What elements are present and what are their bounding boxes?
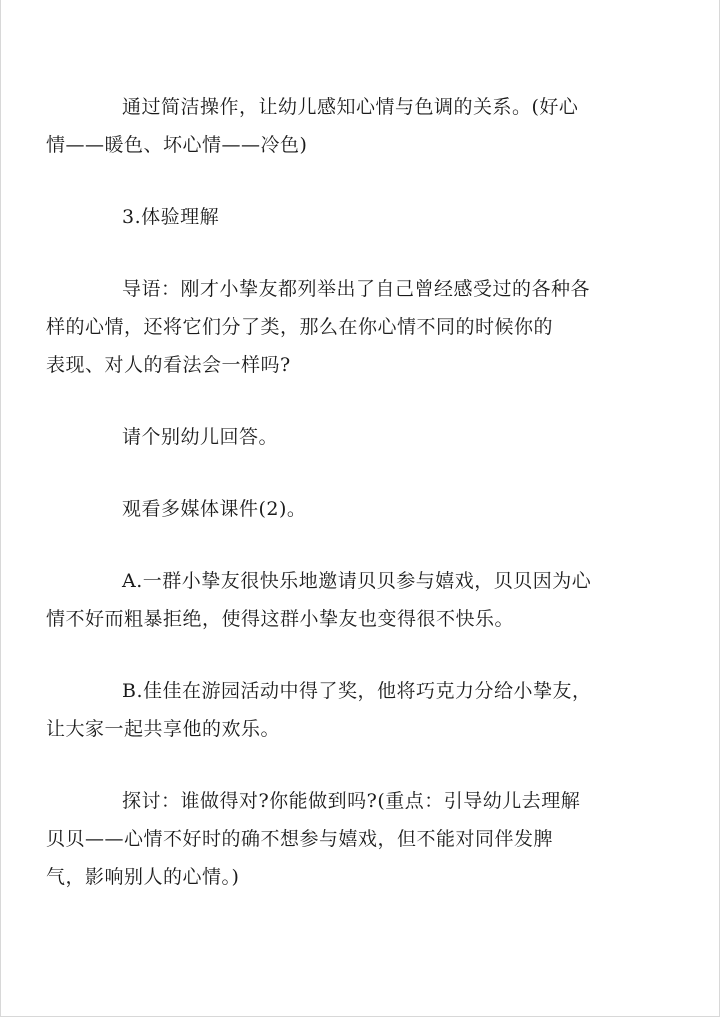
text-line: 请个别幼儿回答。 — [122, 426, 279, 448]
paragraph-watch-courseware — [84, 490, 640, 528]
text-line: 导语：刚才小挚友都列举出了自己曾经感受过的各种各 — [122, 278, 591, 300]
paragraph-scenario-a — [46, 562, 640, 638]
section-heading — [84, 198, 640, 236]
text-line: 情——暖色、坏心情——冷色) — [46, 134, 308, 156]
text-line: 让大家一起共享他的欢乐。 — [46, 718, 281, 740]
paragraph-scenario-b — [46, 672, 640, 748]
text-line: 表现、对人的看法会一样吗? — [46, 354, 291, 376]
text-line: 气，影响别人的心情。) — [46, 866, 240, 888]
text-line: 样的心情，还将它们分了类，那么在你心情不同的时候你的 — [46, 316, 554, 338]
paragraph-answer-instruction — [84, 418, 640, 456]
text-line: B.佳佳在游园活动中得了奖，他将巧克力分给小挚友， — [122, 680, 592, 702]
text-line: 探讨：谁做得对?你能做到吗?(重点：引导幼儿去理解 — [122, 790, 581, 812]
text-line: A.一群小挚友很快乐地邀请贝贝参与嬉戏，贝贝因为心 — [122, 570, 592, 592]
paragraph-color-relationship — [46, 88, 640, 164]
document-body — [46, 88, 640, 930]
text-line: 观看多媒体课件(2)。 — [122, 498, 307, 520]
text-line: 情不好而粗暴拒绝，使得这群小挚友也变得很不快乐。 — [46, 608, 515, 630]
paragraph-discussion — [46, 782, 640, 896]
text-line: 通过简洁操作，让幼儿感知心情与色调的关系。(好心 — [122, 96, 579, 118]
paragraph-guide-question — [46, 270, 640, 384]
text-line: 3.体验理解 — [122, 206, 220, 228]
text-line: 贝贝——心情不好时的确不想参与嬉戏，但不能对同伴发脾 — [46, 828, 554, 850]
